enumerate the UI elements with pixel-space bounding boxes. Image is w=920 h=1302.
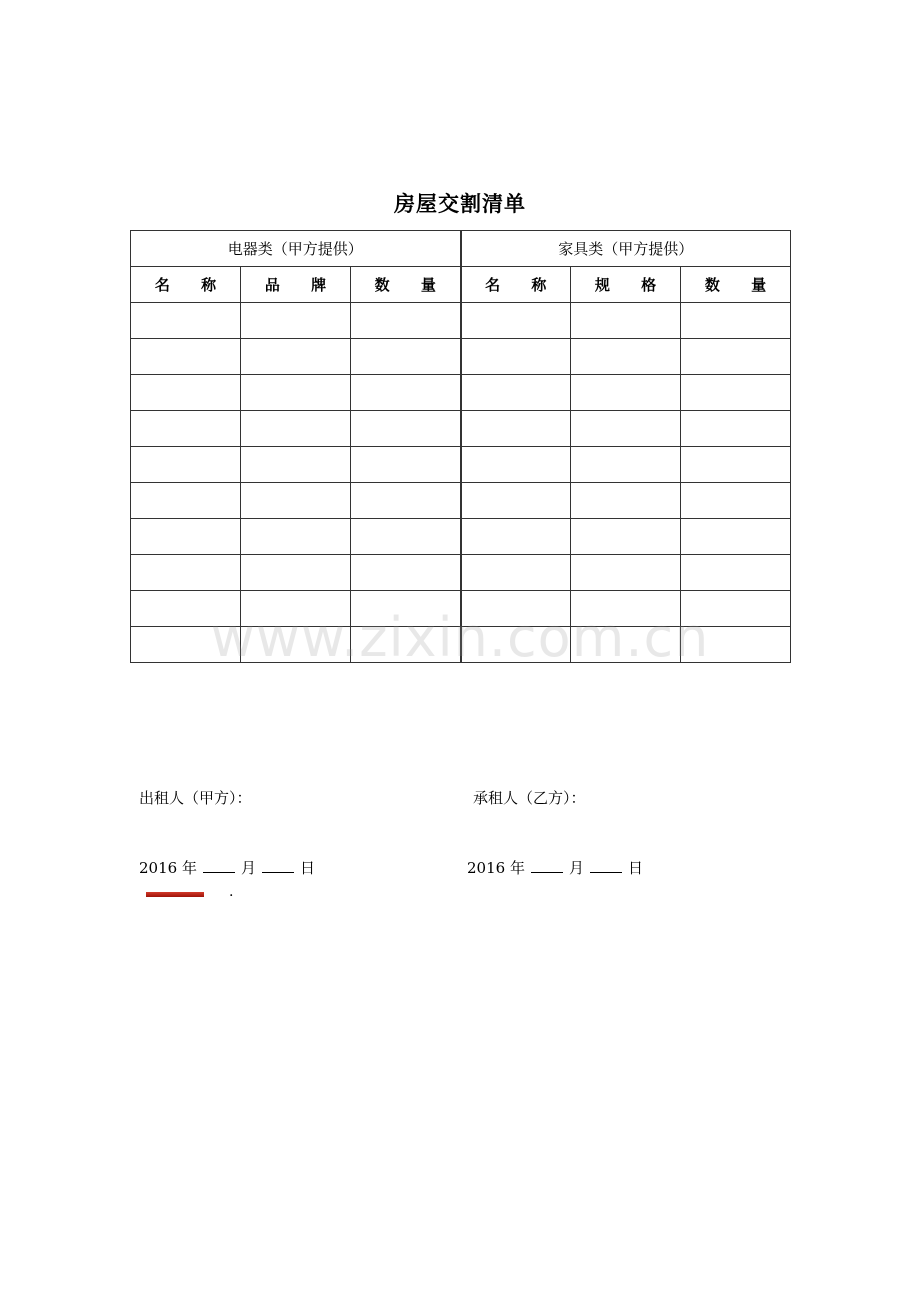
table-cell xyxy=(131,519,241,555)
table-cell xyxy=(241,411,351,447)
red-accent-bar xyxy=(146,892,204,897)
handover-table xyxy=(130,230,791,663)
table-cell xyxy=(241,483,351,519)
table-cell xyxy=(461,483,571,519)
table-row xyxy=(131,555,791,591)
table-cell xyxy=(351,483,461,519)
year-label: 2016 年 xyxy=(139,859,197,877)
table-cell xyxy=(571,411,681,447)
table-cell xyxy=(461,519,571,555)
table-cell xyxy=(351,411,461,447)
table-row xyxy=(131,339,791,375)
table-cell xyxy=(131,447,241,483)
year-label: 2016 年 xyxy=(467,859,525,877)
day-blank xyxy=(262,858,294,873)
table-cell xyxy=(571,483,681,519)
table-cell xyxy=(571,375,681,411)
table-cell xyxy=(241,519,351,555)
period-mark: . xyxy=(229,884,234,900)
table-cell xyxy=(131,411,241,447)
table-cell xyxy=(131,483,241,519)
table-row xyxy=(131,375,791,411)
col-appliance-name: 名 称 xyxy=(131,267,241,303)
table-cell xyxy=(681,519,791,555)
table-cell xyxy=(351,447,461,483)
table-row xyxy=(131,519,791,555)
table-cell xyxy=(351,519,461,555)
table-cell xyxy=(571,519,681,555)
col-furniture-spec: 规 格 xyxy=(571,267,681,303)
table-cell xyxy=(681,555,791,591)
table-cell xyxy=(131,375,241,411)
document-title: 房屋交割清单 xyxy=(394,192,526,216)
table-cell xyxy=(681,339,791,375)
col-appliance-brand: 品 牌 xyxy=(241,267,351,303)
table-cell xyxy=(571,555,681,591)
table-cell xyxy=(131,303,241,339)
month-label: 月 xyxy=(568,859,584,877)
table-cell xyxy=(241,339,351,375)
table-cell xyxy=(461,303,571,339)
lessor-label: 出租人（甲方）： xyxy=(139,789,252,807)
table-cell xyxy=(461,411,571,447)
table-cell xyxy=(571,339,681,375)
table-cell xyxy=(461,375,571,411)
table-cell xyxy=(461,555,571,591)
group-appliances: 电器类（甲方提供） xyxy=(131,231,461,267)
table-cell xyxy=(351,303,461,339)
table-cell xyxy=(351,555,461,591)
table-cell xyxy=(351,339,461,375)
table-cell xyxy=(681,303,791,339)
table-row xyxy=(131,447,791,483)
watermark: www.zixin.com.cn xyxy=(210,606,710,669)
table-cell xyxy=(461,339,571,375)
table-cell xyxy=(241,375,351,411)
table-cell xyxy=(571,447,681,483)
group-furniture: 家具类（甲方提供） xyxy=(461,231,791,267)
table-cell xyxy=(241,303,351,339)
column-header-row xyxy=(131,267,791,303)
table-cell xyxy=(681,375,791,411)
month-blank xyxy=(203,858,235,873)
table-row xyxy=(131,303,791,339)
table-cell xyxy=(351,375,461,411)
table-cell xyxy=(131,555,241,591)
col-furniture-qty: 数 量 xyxy=(681,267,791,303)
col-furniture-name: 名 称 xyxy=(461,267,571,303)
table-cell xyxy=(241,447,351,483)
table-row xyxy=(131,483,791,519)
month-blank xyxy=(531,858,563,873)
table-cell xyxy=(131,339,241,375)
col-appliance-qty: 数 量 xyxy=(351,267,461,303)
table-cell xyxy=(681,483,791,519)
day-blank xyxy=(590,858,622,873)
table-cell xyxy=(241,555,351,591)
table-cell xyxy=(461,447,571,483)
day-label: 日 xyxy=(627,859,643,877)
lessee-date xyxy=(467,857,643,878)
group-header-row xyxy=(131,231,791,267)
table-cell xyxy=(681,411,791,447)
day-label: 日 xyxy=(299,859,315,877)
lessee-label: 承租人（乙方）： xyxy=(473,789,586,807)
lessor-date xyxy=(139,857,315,878)
table-row xyxy=(131,411,791,447)
month-label: 月 xyxy=(240,859,256,877)
table-cell xyxy=(681,447,791,483)
table-cell xyxy=(571,303,681,339)
